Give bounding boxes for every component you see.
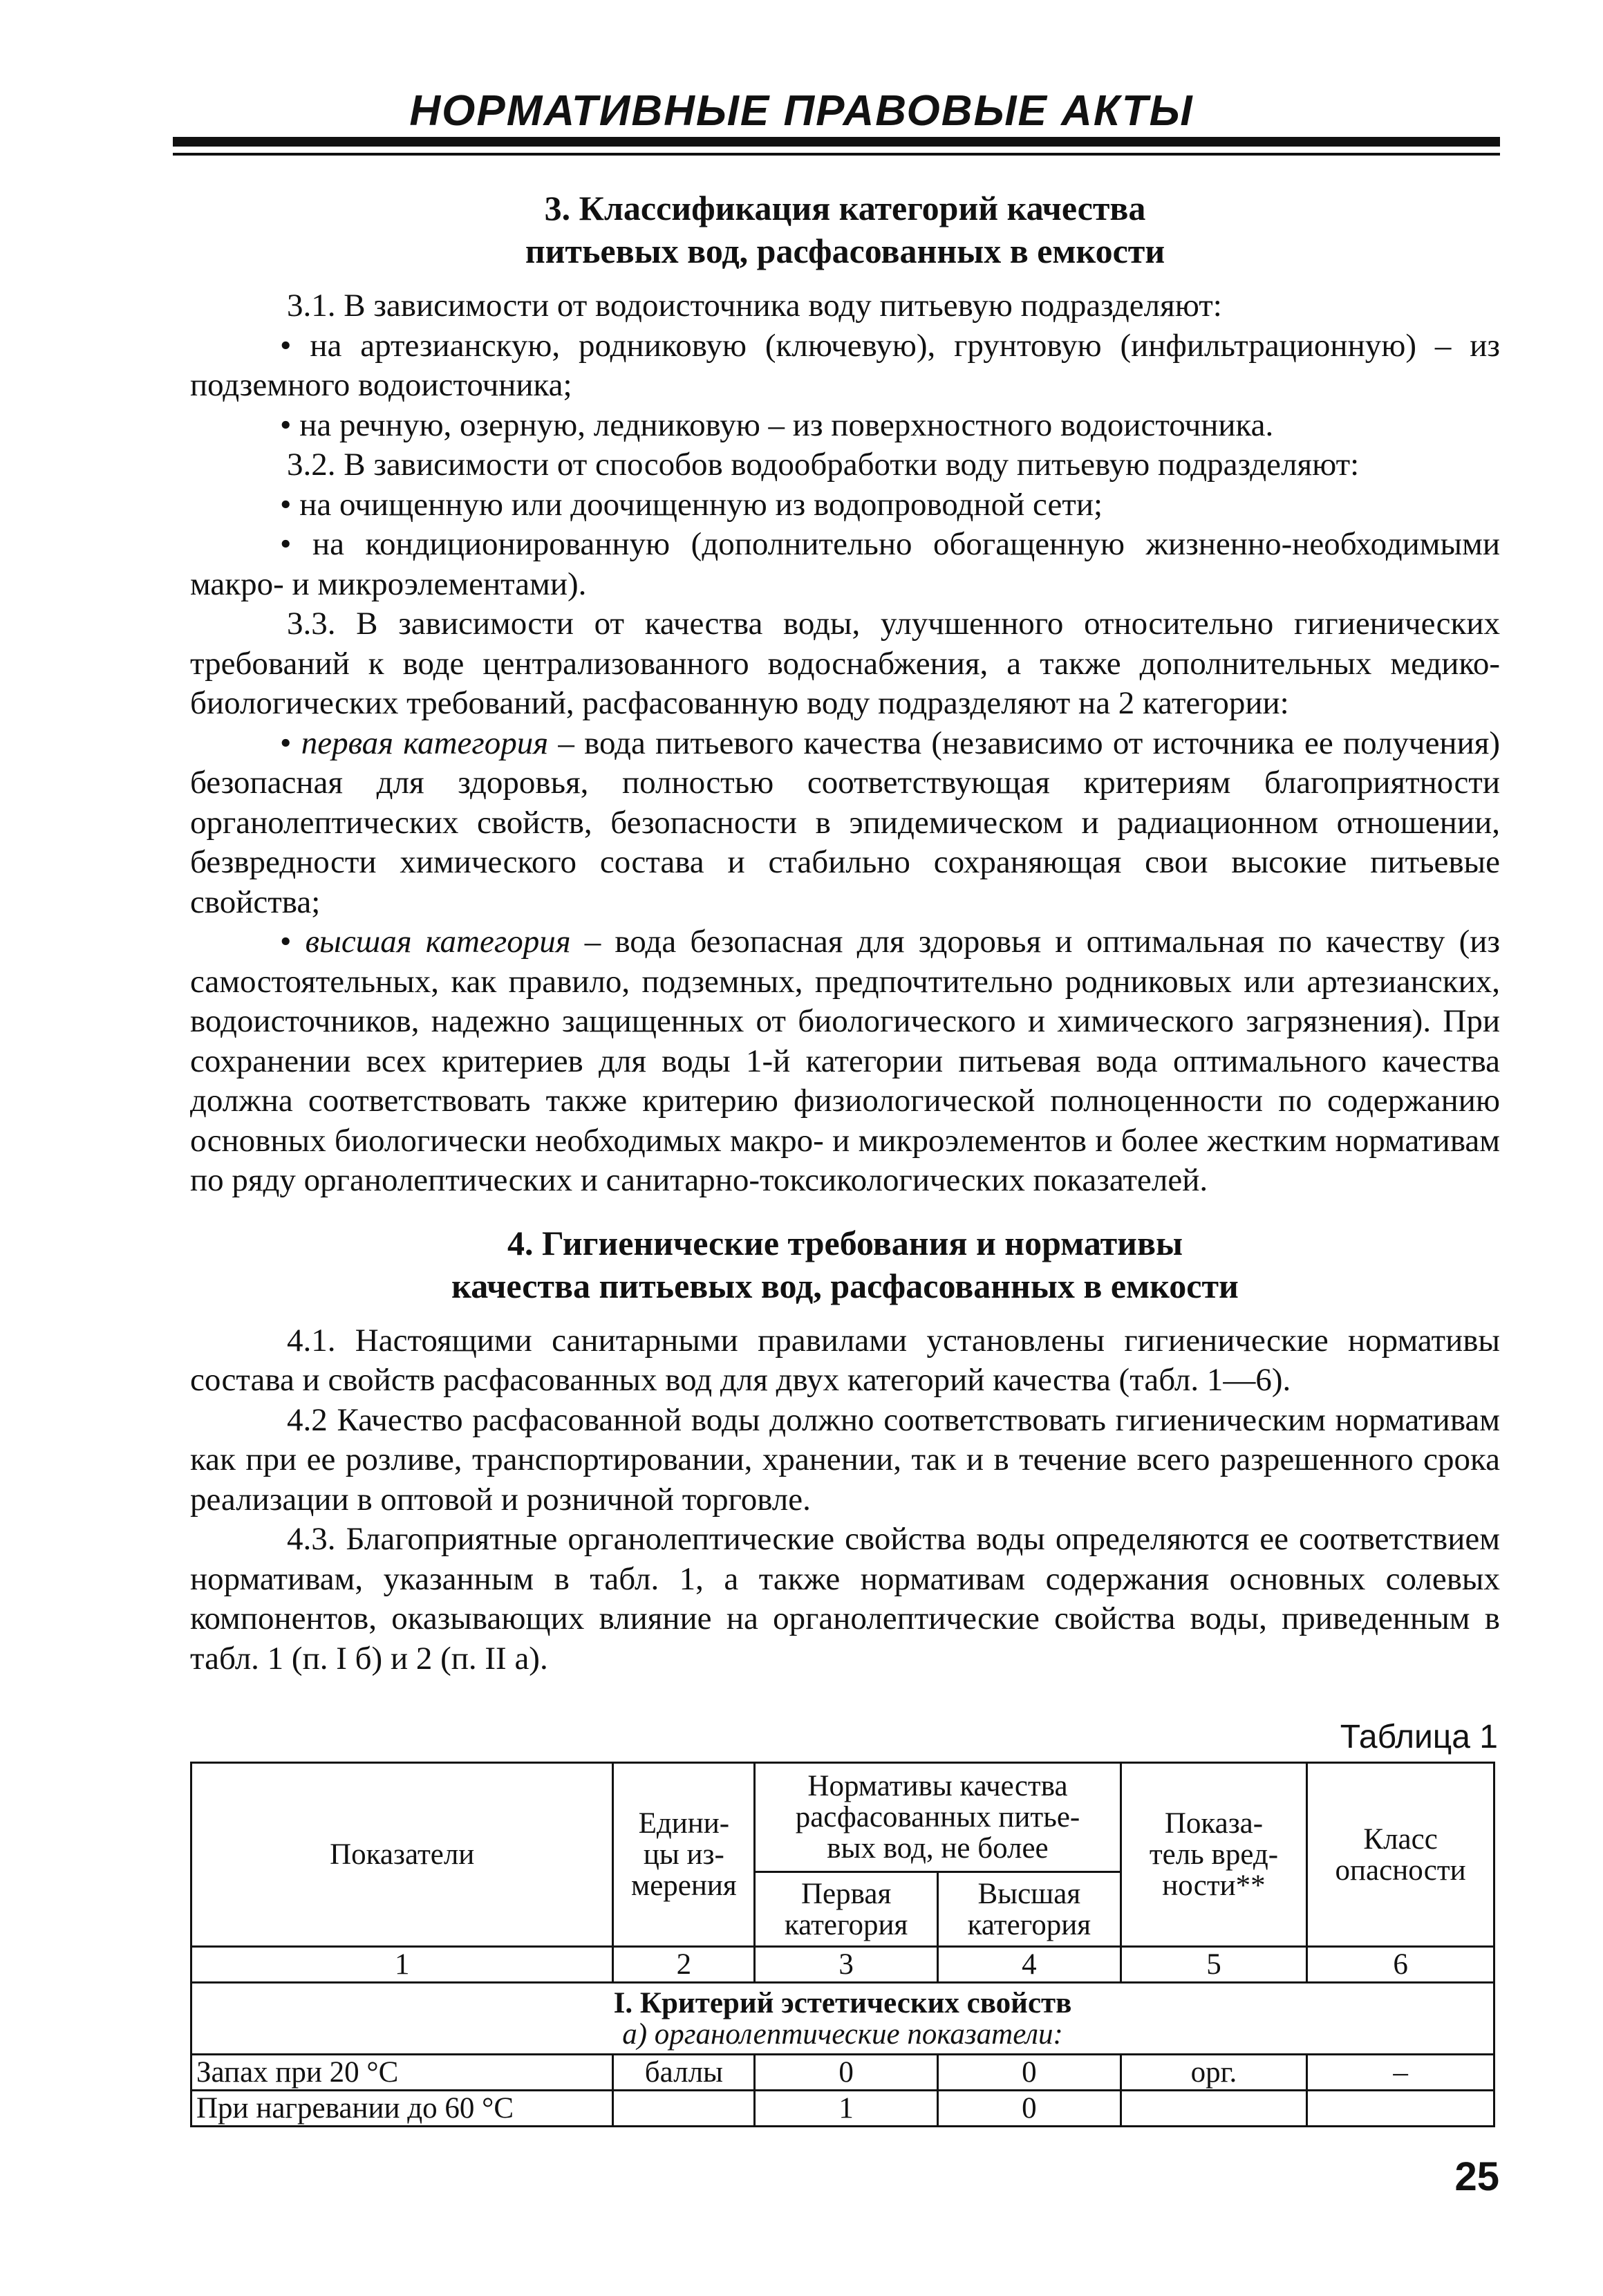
- header-norms: Нормативы качества расфасованных питье- вых вод, не более: [755, 1763, 1121, 1872]
- section-3-title-line-2: питьевых вод, расфасованных в емкости: [525, 232, 1165, 270]
- column-number: 6: [1307, 1947, 1494, 1983]
- section-4-title-line-2: качества питьевых вод, расфасованных в емкости: [451, 1266, 1239, 1305]
- bullet-first-category: • первая категория – вода питьевого качества (независимо от источника ее получения) безопасная для здоровья, полностью соответствующая критериям благоприятности органолептических свойств, безопасности в эпидемическом и радиационном отношении, безвредности химического состава и стабильно сохраняющая свои высокие питьевые свойства;: [190, 725, 1501, 920]
- subsection-title: а) органолептические показатели:: [622, 2017, 1063, 2051]
- paragraph-3-2: 3.2. В зависимости от способов водообработки воду питьевую подразделяют:: [287, 447, 1360, 483]
- section-3-title-line-1: 3. Классификация категорий качества: [544, 189, 1146, 227]
- bullet-3-2-conditioned: • на кондиционированную (дополнительно обогащенную жизненно-необходимыми макро- и микроэлементами).: [190, 526, 1500, 602]
- paragraph-4-2: 4.2 Качество расфасованной воды должно соответствовать гигиеническим нормативам как при ее розливе, транспортировании, хранении, так и в течение всего разрешенного срока реализации в оптовой и розничной торговле.: [190, 1401, 1500, 1518]
- page-body: [190, 187, 1500, 1679]
- table-row: Запах при 20 °С баллы 0 0 орг. –: [191, 2055, 1494, 2091]
- paragraph-4-3: 4.3. Благоприятные органолептические свойства воды определяются ее соответствием нормативам, указанным в табл. 1, а также нормативам содержания основных солевых компонентов, оказывающих влияние на органолептические свойства воды, приведенным в табл. 1 (п. I б) и 2 (п. II а).: [190, 1521, 1500, 1677]
- column-number: 1: [191, 1947, 613, 1983]
- page-number: 25: [1454, 2154, 1499, 2199]
- section-4-title-line-1: 4. Гигиенические требования и нормативы: [507, 1223, 1183, 1262]
- column-number: 2: [613, 1947, 755, 1983]
- table-section-header: [191, 1983, 1494, 2055]
- table-row: При нагревании до 60 °С 1 0: [191, 2091, 1494, 2127]
- header-indicators: Показатели: [191, 1763, 613, 1947]
- bullet-highest-category: • высшая категория – вода безопасная для здоровья и оптимальная по качеству (из самостоятельных, как правило, подземных, предпочтительно родниковых или артезианских, водоисточников, надежно защищенных от биологического и химического загрязнения). При сохранении всех критериев для воды 1-й категории питьевая вода оптимального качества должна соответствовать также критерию физиологической полноценности по содержанию основных биологически необходимых макро- и микроэлементов и более жестким нормативам по ряду органолептических и санитарно-токсикологических показателей.: [190, 924, 1500, 1198]
- bullet-3-2-purified: • на очищенную или доочищенную из водопроводной сети;: [280, 486, 1103, 523]
- term-first-category: первая категория: [301, 725, 549, 761]
- column-number: 3: [755, 1947, 938, 1983]
- header-rule-thick: [173, 137, 1500, 147]
- table-caption: Таблица 1: [1340, 1719, 1498, 1755]
- running-header: НОРМАТИВНЫЕ ПРАВОВЫЕ АКТЫ: [409, 87, 1194, 135]
- header-units: Едини- цы из- мерения: [613, 1763, 755, 1947]
- highest-category-text: – вода безопасная для здоровья и оптимальная по качеству (из самостоятельных, как правило, подземных, предпочтительно родниковых или артезианских, водоисточников, надежно защищенных от биологического и химического загрязнения). При сохранении всех критериев для воды 1-й категории питьевая вода оптимального качества должна соответствовать также критерию физиологической полноценности по содержанию основных биологически необходимых макро- и микроэлементов и более жестким нормативам по ряду органолептических и санитарно-токсикологических показателей.: [190, 924, 1500, 1198]
- header-first-category: Первая категория: [755, 1872, 938, 1947]
- header-harm-indicator: Показа- тель вред- ности**: [1121, 1763, 1307, 1947]
- header-highest-category: Высшая категория: [937, 1872, 1121, 1947]
- header-rule-thin: [173, 153, 1500, 156]
- paragraph-3-1: 3.1. В зависимости от водоисточника воду питьевую подразделяют:: [287, 288, 1222, 324]
- section-title: I. Критерий эстетических свойств: [613, 1986, 1072, 2019]
- paragraph-3-3: 3.3. В зависимости от качества воды, улучшенного относительно гигиенических требований к воде централизованного водоснабжения, а также дополнительных медико-биологических требований, расфасованную воду подразделяют на 2 категории:: [190, 606, 1500, 721]
- column-number: 4: [937, 1947, 1121, 1983]
- paragraph-4-1: 4.1. Настоящими санитарными правилами установлены гигиенические нормативы состава и свойств расфасованных вод для двух категорий качества (табл. 1—6).: [190, 1322, 1500, 1398]
- bullet-3-1-underground: • на артезианскую, родниковую (ключевую), грунтовую (инфильтрационную) – из подземного водоисточника;: [190, 327, 1500, 403]
- column-number: 5: [1121, 1947, 1307, 1983]
- table-1: [190, 1762, 1495, 2127]
- header-hazard-class: Класс опасности: [1307, 1763, 1494, 1947]
- bullet-3-1-surface: • на речную, озерную, ледниковую – из поверхностного водоисточника.: [280, 407, 1274, 443]
- first-category-text: – вода питьевого качества (независимо от источника ее получения) безопасная для здоровья, полностью соответствующая критериям благоприятности органолептических свойств, безопасности в эпидемическом и радиационном отношении, безвредности химического состава и стабильно сохраняющая свои высокие питьевые свойства;: [190, 725, 1501, 920]
- term-highest-category: высшая категория: [305, 924, 571, 960]
